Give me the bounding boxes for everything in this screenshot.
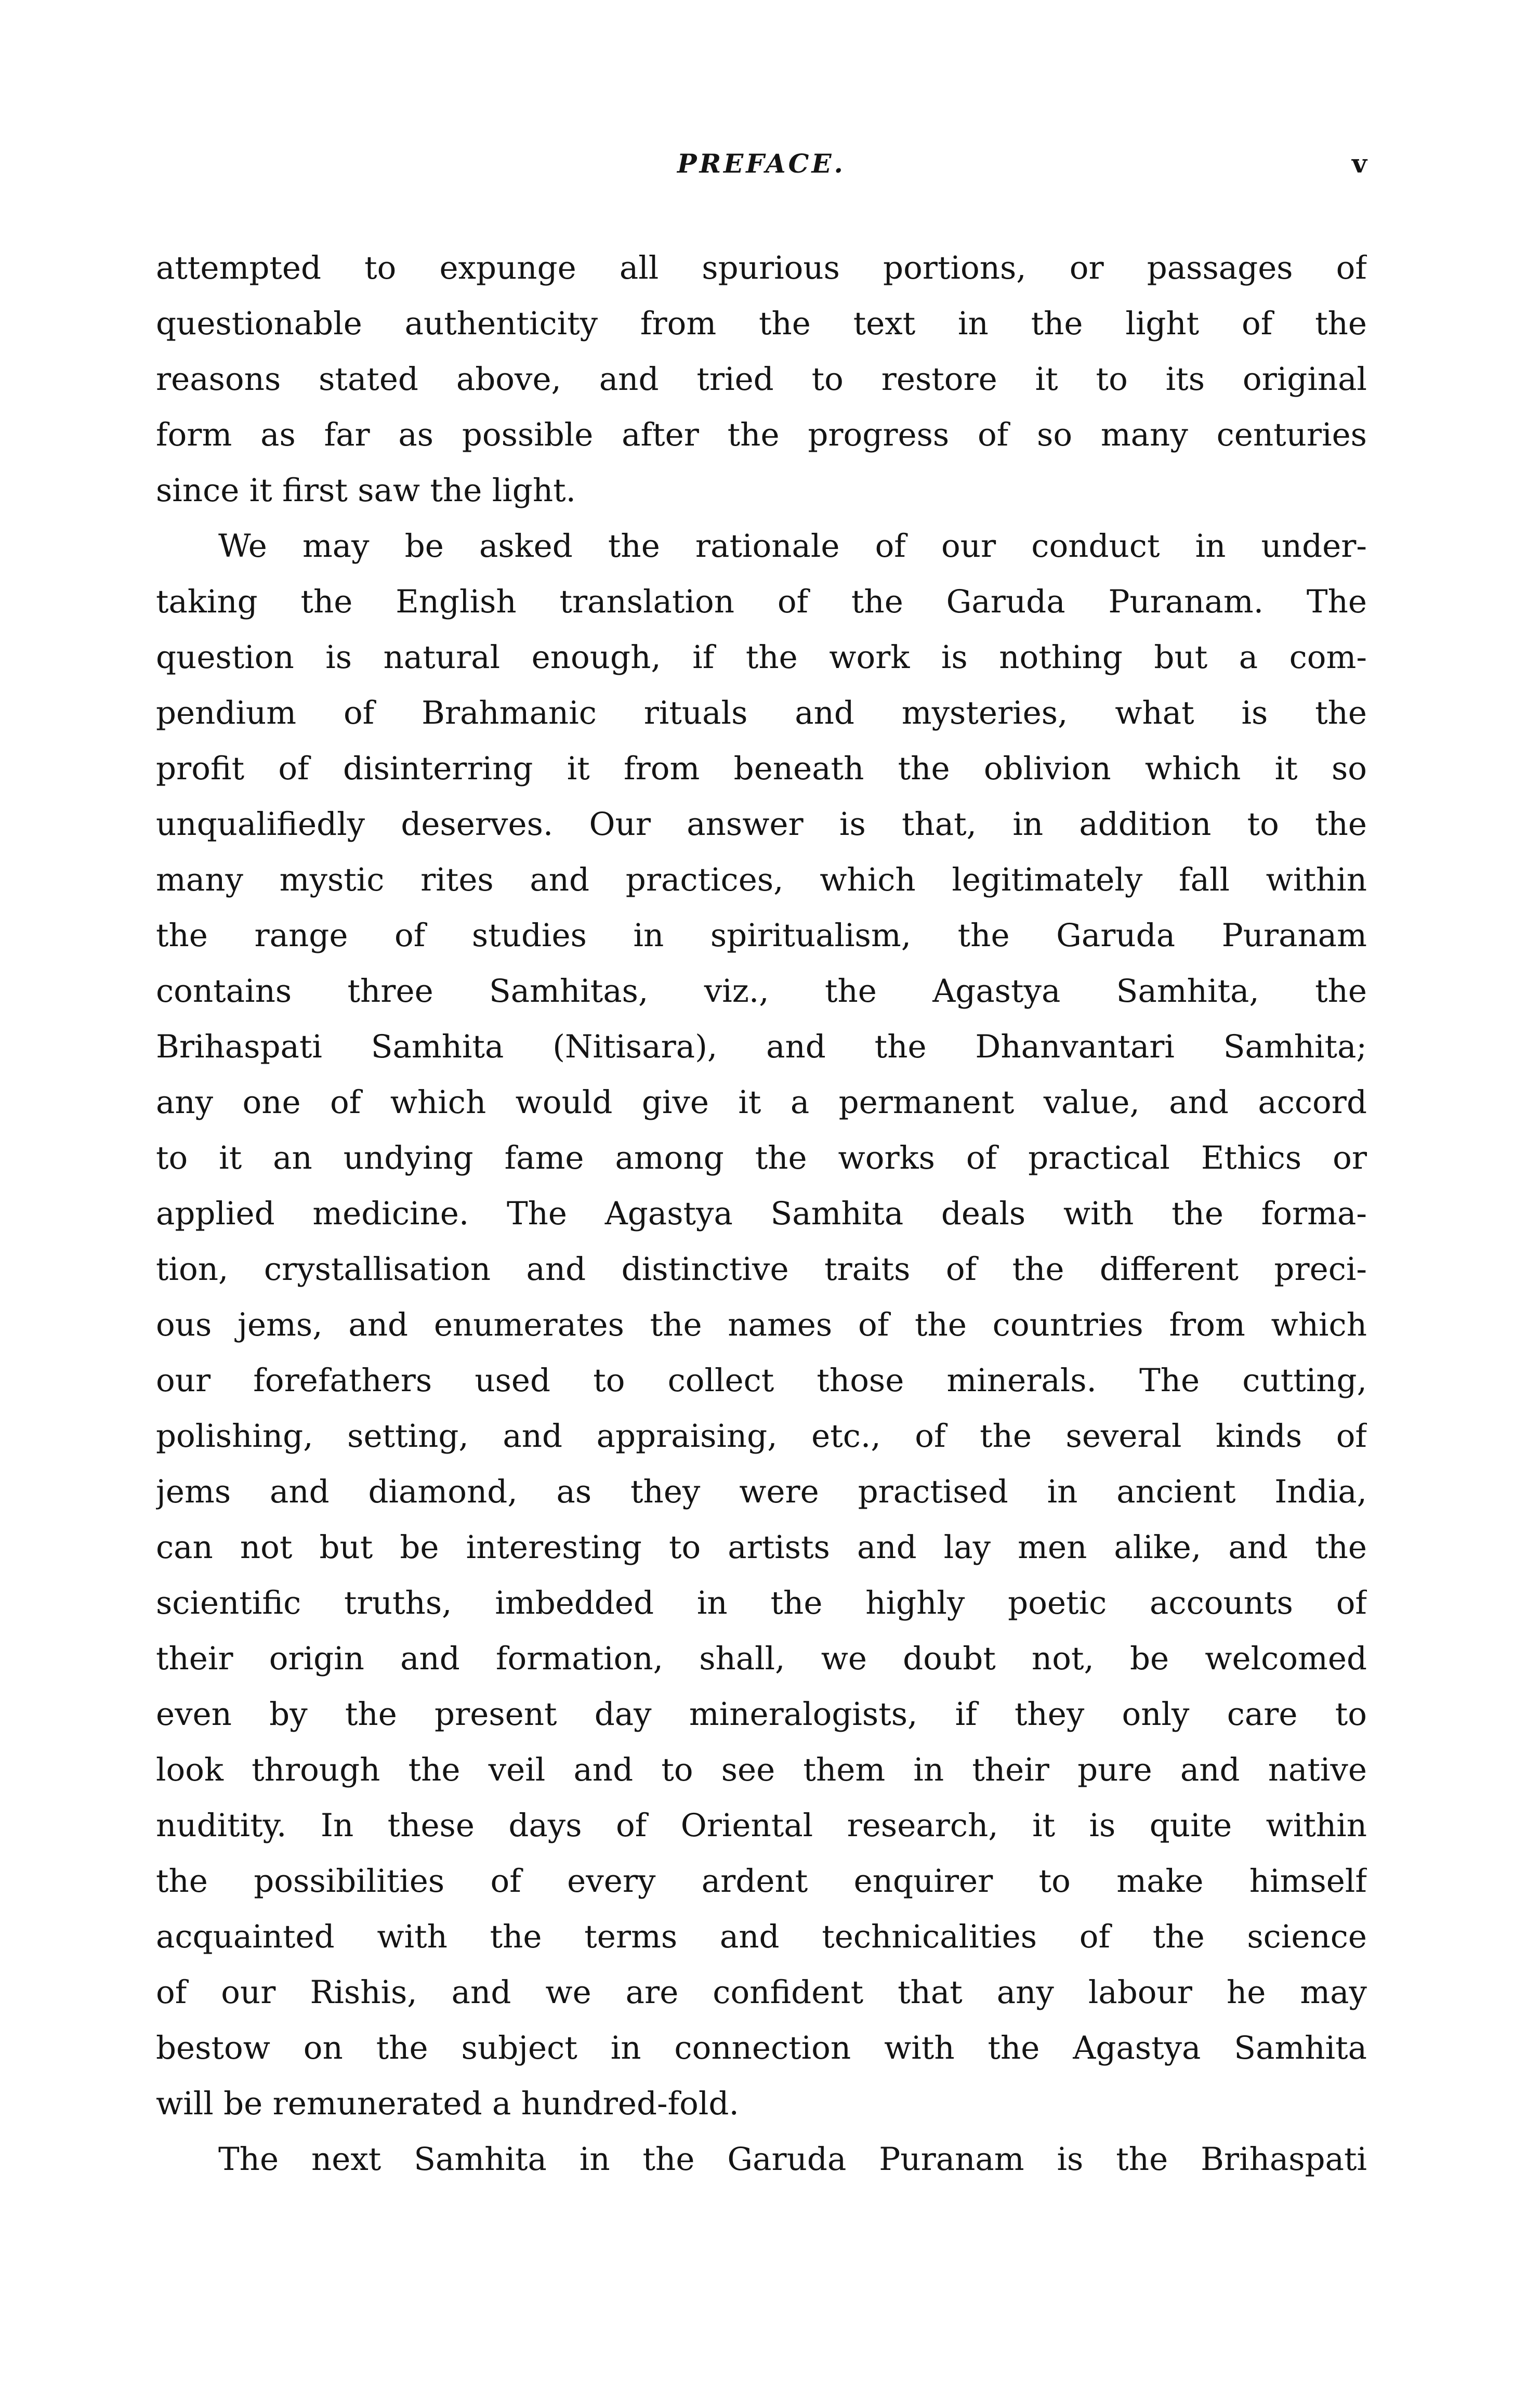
text-line: applied medicine. The Agastya Samhita deals with the forma-	[156, 1195, 1367, 1232]
text-line: even by the present day mineralogists, if they only care to	[156, 1696, 1367, 1733]
text-line: tion, crystallisation and distinctive traits of the different preci-	[156, 1251, 1367, 1288]
text-line: profit of disinterring it from beneath the oblivion which it so	[156, 750, 1367, 787]
text-line: many mystic rites and practices, which legitimately fall within	[156, 861, 1367, 898]
text-line: since it first saw the light.	[156, 472, 576, 509]
text-line: of our Rishis, and we are confident that any labour he may	[156, 1974, 1367, 2011]
text-line: attempted to expunge all spurious portions, or passages of	[156, 250, 1367, 286]
text-line: our forefathers used to collect those minerals. The cutting,	[156, 1362, 1367, 1399]
text-line: form as far as possible after the progress of so many centuries	[156, 416, 1367, 453]
text-line: bestow on the subject in connection with the Agastya Samhita	[156, 2030, 1367, 2066]
text-line: scientific truths, imbedded in the highly poetic accounts of	[156, 1585, 1367, 1621]
text-line: unqualifiedly deserves. Our answer is that, in addition to the	[156, 806, 1367, 843]
text-line: contains three Samhitas, viz., the Agastya Samhita, the	[156, 973, 1367, 1010]
text-line: taking the English translation of the Garuda Puranam. The	[156, 583, 1367, 620]
text-line: their origin and formation, shall, we doubt not, be welcomed	[156, 1640, 1367, 1677]
page-number: v	[1351, 148, 1367, 179]
text-line: pendium of Brahmanic rituals and mysteries, what is the	[156, 695, 1367, 731]
text-line: can not but be interesting to artists and lay men alike, and the	[156, 1529, 1367, 1566]
text-line: reasons stated above, and tried to restore it to its original	[156, 361, 1367, 398]
text-line: acquainted with the terms and technicalities of the science	[156, 1918, 1367, 1955]
text-line: nuditity. In these days of Oriental research, it is quite within	[156, 1807, 1367, 1844]
text-line: We may be asked the rationale of our conduct in under-	[218, 528, 1367, 565]
text-line: question is natural enough, if the work is nothing but a com-	[156, 639, 1367, 676]
text-line: questionable authenticity from the text in the light of the	[156, 305, 1367, 342]
text-line: the range of studies in spiritualism, the Garuda Puranam	[156, 917, 1367, 954]
text-line: any one of which would give it a permanent value, and accord	[156, 1084, 1367, 1121]
text-line: Brihaspati Samhita (Nitisara), and the Dhanvantari Samhita;	[156, 1028, 1367, 1065]
text-line: to it an undying fame among the works of practical Ethics or	[156, 1140, 1367, 1176]
text-line: polishing, setting, and appraising, etc., of the several kinds of	[156, 1418, 1367, 1455]
text-line: the possibilities of every ardent enquirer to make himself	[156, 1863, 1367, 1900]
text-line: will be remunerated a hundred-fold.	[156, 2085, 739, 2122]
running-head	[156, 148, 1367, 190]
running-title: PREFACE.	[677, 148, 846, 179]
text-line: look through the veil and to see them in their pure and native	[156, 1751, 1367, 1788]
text-line: The next Samhita in the Garuda Puranam is the Brihaspati	[218, 2141, 1367, 2178]
body-text	[156, 240, 1367, 2187]
text-line: ous jems, and enumerates the names of the countries from which	[156, 1306, 1367, 1343]
text-line: jems and diamond, as they were practised in ancient India,	[156, 1473, 1367, 1510]
